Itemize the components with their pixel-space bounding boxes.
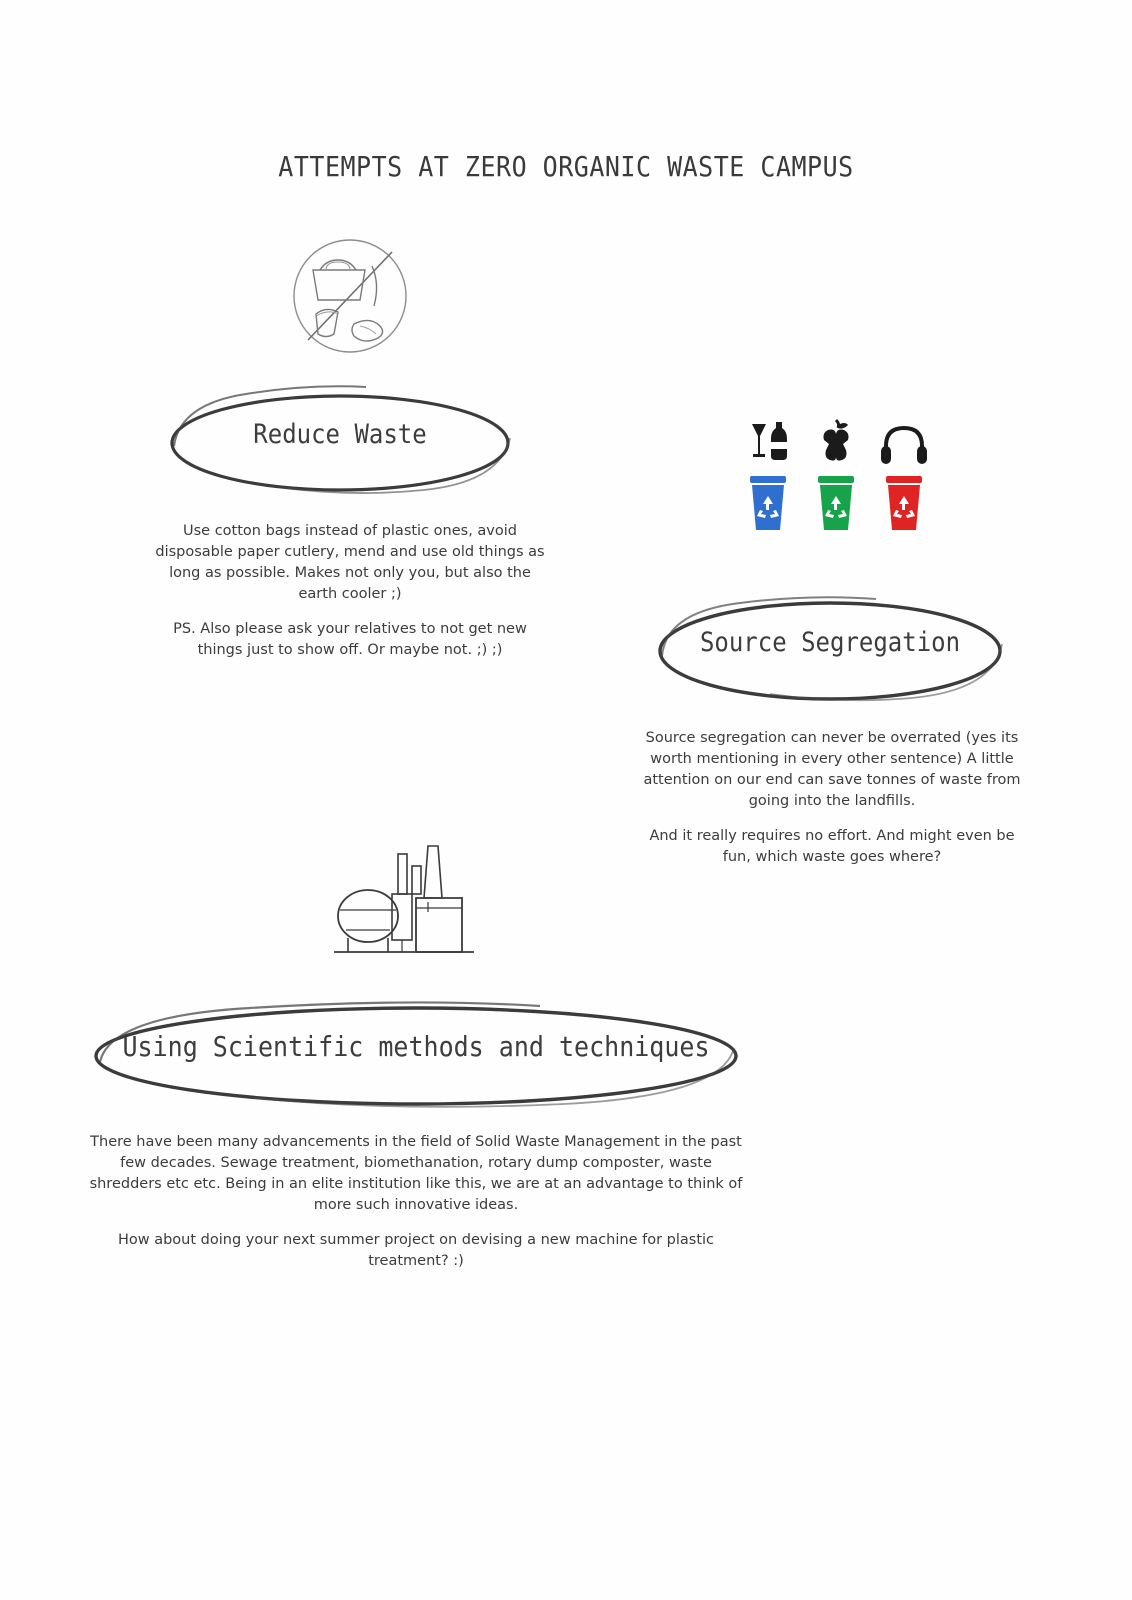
- reduce-waste-heading: Reduce Waste: [253, 418, 427, 450]
- three-recycling-bins-icon: [740, 418, 932, 558]
- source-segregation-text: [636, 728, 1028, 868]
- reduce-waste-paragraph-2: PS. Also please ask your relatives to not get new things just to show off. Or maybe not. ;) ;): [173, 621, 527, 659]
- reduce-waste-text: [150, 521, 550, 661]
- wine-glass-and-bottle-icon: [740, 418, 796, 470]
- apple-core-icon: [808, 418, 864, 470]
- industrial-plant-icon: [332, 840, 502, 984]
- scientific-methods-heading: Using Scientific methods and techniques: [122, 1030, 710, 1063]
- scientific-methods-paragraph-2: How about doing your next summer project on devising a new machine for plastic treatment? :): [117, 1232, 715, 1270]
- recycle-icon: [882, 474, 926, 532]
- source-segregation-heading-oval: [650, 596, 1010, 706]
- page-title: ATTEMPTS AT ZERO ORGANIC WASTE CAMPUS: [278, 150, 854, 183]
- reduce-waste-paragraph-1: Use cotton bags instead of plastic ones, avoid disposable paper cutlery, mend and use old things as long as possible. Makes not only you, but also the earth cooler ;): [155, 523, 545, 603]
- bin-red: [876, 418, 932, 532]
- bin-blue: [740, 418, 796, 532]
- headphones-icon: [876, 418, 932, 470]
- source-segregation-heading: Source Segregation: [699, 626, 961, 658]
- source-segregation-paragraph-2: And it really requires no effort. And might even be fun, which waste goes where?: [649, 828, 1015, 866]
- bin-green: [808, 418, 864, 532]
- source-segregation-paragraph-1: Source segregation can never be overrated (yes its worth mentioning in every other sentence) A little attention on our end can save tonnes of waste from going into the landfills.: [643, 730, 1021, 810]
- scientific-methods-heading-oval: [86, 1000, 746, 1112]
- scientific-methods-text: [86, 1132, 746, 1272]
- recycle-icon: [814, 474, 858, 532]
- scientific-methods-paragraph-1: There have been many advancements in the field of Solid Waste Management in the past few decades. Sewage treatment, biomethanation, rotary dump composter, waste shredders etc etc. Being in an elite institution like this, we are at an advantage to think of more such innovative ideas.: [89, 1134, 743, 1214]
- recycle-icon: [746, 474, 790, 532]
- reduce-waste-heading-oval: [160, 388, 520, 498]
- plastic-bag-crossed-out-icon: [280, 236, 420, 380]
